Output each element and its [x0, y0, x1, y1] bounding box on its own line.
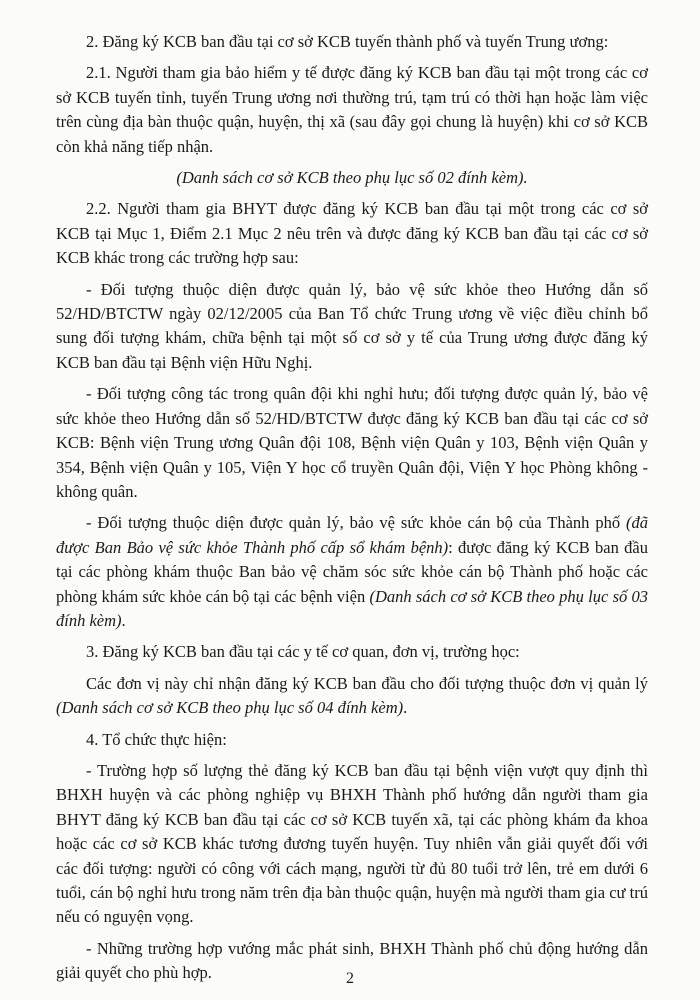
- section-4-bullet-2: - Những trường hợp vướng mắc phát sinh, BHXH Thành phố chủ động hướng dẫn giải quyết cho phù hợp.: [56, 938, 648, 983]
- bullet-3-appendix-03-note: (Danh sách cơ sở KCB theo phụ lục số 03 đính kèm): [56, 586, 648, 630]
- section-3-text-a: Các đơn vị này chỉ nhận đăng ký KCB ban đầu cho đối tượng thuộc đơn vị quản lý: [86, 673, 648, 693]
- section-3-body: [56, 672, 648, 721]
- appendix-02-note: (Danh sách cơ sở KCB theo phụ lục số 02 đính kèm).: [176, 168, 528, 188]
- bullet-3-text-a: - Đối tượng thuộc diện được quản lý, bảo vệ sức khỏe cán bộ của Thành phố: [86, 513, 626, 533]
- bullet-3-italic-note: (đã được Ban Bảo vệ sức khỏe Thành phố cấp sổ khám bệnh): [56, 513, 648, 557]
- section-2-2-bullet-1: - Đối tượng thuộc diện được quản lý, bảo vệ sức khỏe theo Hướng dẫn số 52/HD/BTCTW ngày 02/12/2005 của Ban Tổ chức Trung ương về việc điều chỉnh bổ sung đối tượng khám, chữa bệnh tại một số cơ sở y tế của Trung ương được đăng ký KCB ban đầu tại Bệnh viện Hữu Nghị.: [56, 279, 648, 372]
- section-2-2-paragraph: 2.2. Người tham gia BHYT được đăng ký KCB ban đầu tại một trong các cơ sở KCB tại Mục 1, Điểm 2.1 Mục 2 nêu trên và được đăng ký KCB ban đầu tại các cơ sở KCB khác trong các trường hợp sau:: [56, 199, 648, 268]
- section-2-2-bullet-3: [56, 511, 648, 633]
- bullet-3-text-e: .: [121, 610, 126, 630]
- section-2-heading: 2. Đăng ký KCB ban đầu tại cơ sở KCB tuyến thành phố và tuyến Trung ương:: [86, 32, 609, 51]
- section-3-heading: 3. Đăng ký KCB ban đầu tại các y tế cơ quan, đơn vị, trường học:: [86, 642, 520, 662]
- section-4-bullet-1: - Trường hợp số lượng thẻ đăng ký KCB ban đầu tại bệnh viện vượt quy định thì BHXH huyện và các phòng nghiệp vụ BHXH Thành phố hướng dẫn người tham gia BHYT đăng ký KCB ban đầu tại các cơ sở KCB tuyến xã, tại các phòng khám đa khoa hoặc các cơ sở KCB khác tương đương tuyến huyện. Tuy nhiên vẫn giải quyết đối với các đối tượng: người có công với cách mạng, người từ đủ 80 tuổi trở lên, trẻ em dưới 6 tuổi, cán bộ nghỉ hưu trong năm trên địa bàn thuộc quận, huyện mà người tham gia cư trú nếu có nguyện vọng.: [56, 760, 648, 927]
- section-4-heading: 4. Tổ chức thực hiện:: [86, 729, 227, 749]
- bullet-3-text-c: : được đăng ký KCB ban đầu tại các phòng khám thuộc Ban bảo vệ chăm sóc sức khỏe cán bộ Thành phố hoặc các phòng khám sức khỏe cán bộ tại các bệnh viện: [56, 537, 648, 606]
- page-number: 2: [346, 970, 354, 987]
- appendix-04-note: (Danh sách cơ sở KCB theo phụ lục số 04 đính kèm): [56, 698, 404, 718]
- section-3-text-c: .: [403, 698, 408, 718]
- section-2-2-bullet-2: - Đối tượng công tác trong quân đội khi nghỉ hưu; đối tượng được quản lý, bảo vệ sức khỏe theo Hướng dẫn số 52/HD/BTCTW được đăng ký KCB ban đầu tại các cơ sở KCB: Bệnh viện Trung ương Quân đội 108, Bệnh viện Quân y 103, Bệnh viện Quân y 354, Bệnh viện Quân y 105, Viện Y học cổ truyền Quân đội, Viện Y học Phòng không - không quân.: [56, 384, 648, 501]
- section-2-1-paragraph: 2.1. Người tham gia bảo hiểm y tế được đăng ký KCB ban đầu tại một trong các cơ sở KCB tuyến tỉnh, tuyến Trung ương nơi thường trú, tạm trú có thời hạn hoặc làm việc trên cùng địa bàn thuộc quận, huyện, thị xã (sau đây gọi chung là huyện) khi cơ sở KCB còn khả năng tiếp nhận.: [56, 63, 648, 156]
